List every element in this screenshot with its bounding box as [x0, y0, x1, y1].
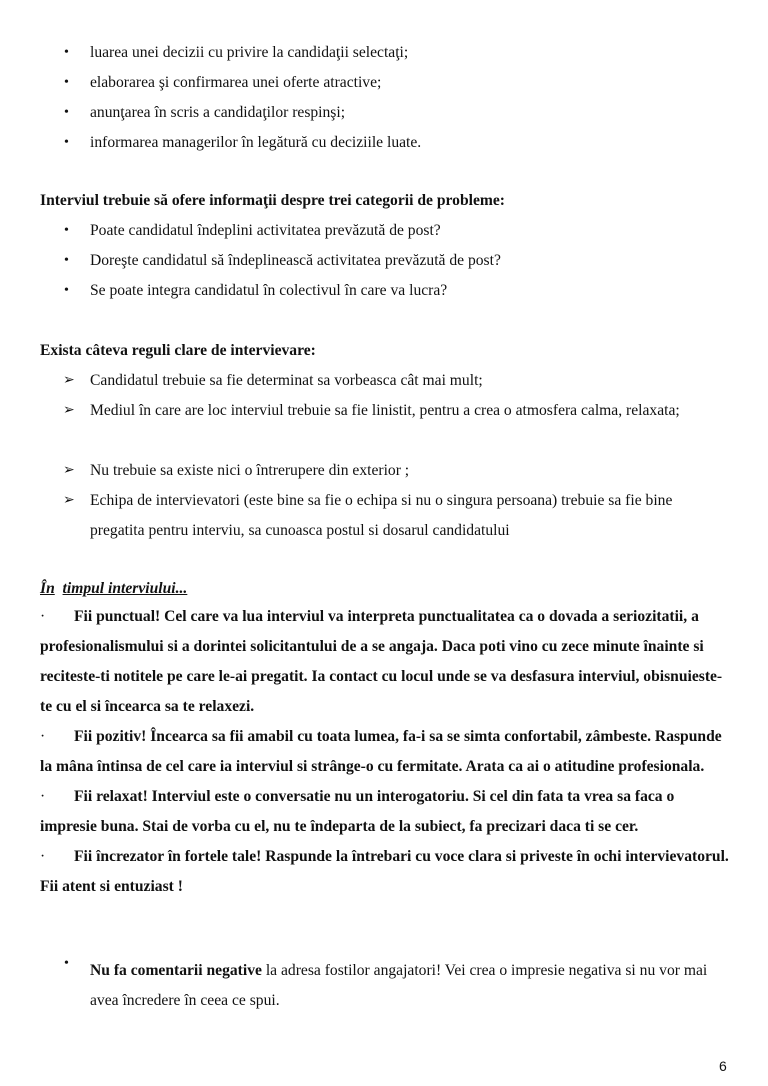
bullet-icon: •	[64, 75, 69, 90]
list-item: ➢ Echipa de intervievatori (este bine sa fie o echipa si nu o singura persoana) trebuie sa fie bine pregatita pentru interviu, sa cunoasca postul si dosarul candidatului	[0, 486, 768, 546]
interview-questions-list	[0, 216, 768, 306]
list-item: • Doreşte candidatul să îndeplinească activitatea prevăzută de post?	[0, 246, 768, 276]
interview-categories-heading: Interviul trebuie să ofere informaţii despre trei categorii de probleme:	[40, 192, 505, 209]
arrow-bullet-icon: ➢	[63, 493, 75, 508]
bullet-icon: •	[64, 135, 69, 150]
arrow-bullet-icon: ➢	[63, 463, 75, 478]
list-item: • elaborarea şi confirmarea unei oferte atractive;	[0, 68, 768, 98]
interview-rules-heading: Exista câteva reguli clare de intervievare:	[40, 342, 316, 359]
bullet-icon: •	[64, 283, 69, 298]
tip-paragraph: · Fii pozitiv! Încearca sa fii amabil cu toata lumea, fa-i sa se simta confortabil, zâmbeste. Raspunde la mâna întinsa de cel care ia interviul si strânge-o cu fermitate. Arata ca ai o atitudine profesionala.	[40, 728, 722, 775]
list-item: ➢ Candidatul trebuie sa fie determinat sa vorbeasca cât mai mult;	[0, 366, 768, 396]
bullet-icon: •	[64, 956, 69, 971]
list-item: • Poate candidatul îndeplini activitatea prevăzută de post?	[0, 216, 768, 246]
bullet-icon: •	[64, 253, 69, 268]
bullet-icon: •	[64, 45, 69, 60]
list-item: ➢ Mediul în care are loc interviul trebuie sa fie linistit, pentru a crea o atmosfera calma, relaxata;	[0, 396, 768, 456]
final-bullet	[0, 956, 768, 1016]
interview-rules-list	[0, 366, 768, 546]
tip-paragraph: · Fii încrezator în fortele tale! Raspunde la întrebari cu voce clara si priveste în ochi intervievatorul. Fii atent si entuziast !	[40, 848, 729, 895]
list-item: • informarea managerilor în legătură cu deciziile luate.	[0, 128, 768, 158]
arrow-bullet-icon: ➢	[63, 403, 75, 418]
list-item: ➢ Nu trebuie sa existe nici o întrerupere din exterior ;	[0, 456, 768, 486]
list-item: • anunţarea în scris a candidaţilor respinşi;	[0, 98, 768, 128]
interview-tips	[40, 602, 730, 902]
list-item: • Se poate integra candidatul în colectivul în care va lucra?	[0, 276, 768, 306]
bullet-icon: •	[64, 223, 69, 238]
page-number: 6	[719, 1058, 727, 1074]
tip-paragraph: · Fii punctual! Cel care va lua interviul va interpreta punctualitatea ca o dovada a seriozitatii, a profesionalismului si a dorintei solicitantului de a se angaja. Daca poti vino cu zece minute înainte si reciteste-ti notitele pe care le-ai pregatit. Ia contact cu locul unde se va desfasura interviul, obisnuieste-te cu el si încearca sa te relaxezi.	[40, 608, 723, 715]
arrow-bullet-icon: ➢	[63, 373, 75, 388]
bullet-icon: •	[64, 105, 69, 120]
final-bullet-text: Nu fa comentarii negative la adresa fostilor angajatori! Vei crea o impresie negativa si nu vor mai avea încredere în ceea ce spui.	[90, 962, 708, 1009]
tip-paragraph: · Fii relaxat! Interviul este o conversatie nu un interogatoriu. Si cel din fata ta vrea sa faca o impresie buna. Stai de vorba cu el, nu te îndeparta de la subiect, fa precizari daca ti se cer.	[40, 788, 675, 835]
selection-steps-list	[0, 38, 768, 158]
list-item: • luarea unei decizii cu privire la candidaţii selectaţi;	[0, 38, 768, 68]
during-interview-heading: În timpul interviului...	[40, 580, 188, 597]
